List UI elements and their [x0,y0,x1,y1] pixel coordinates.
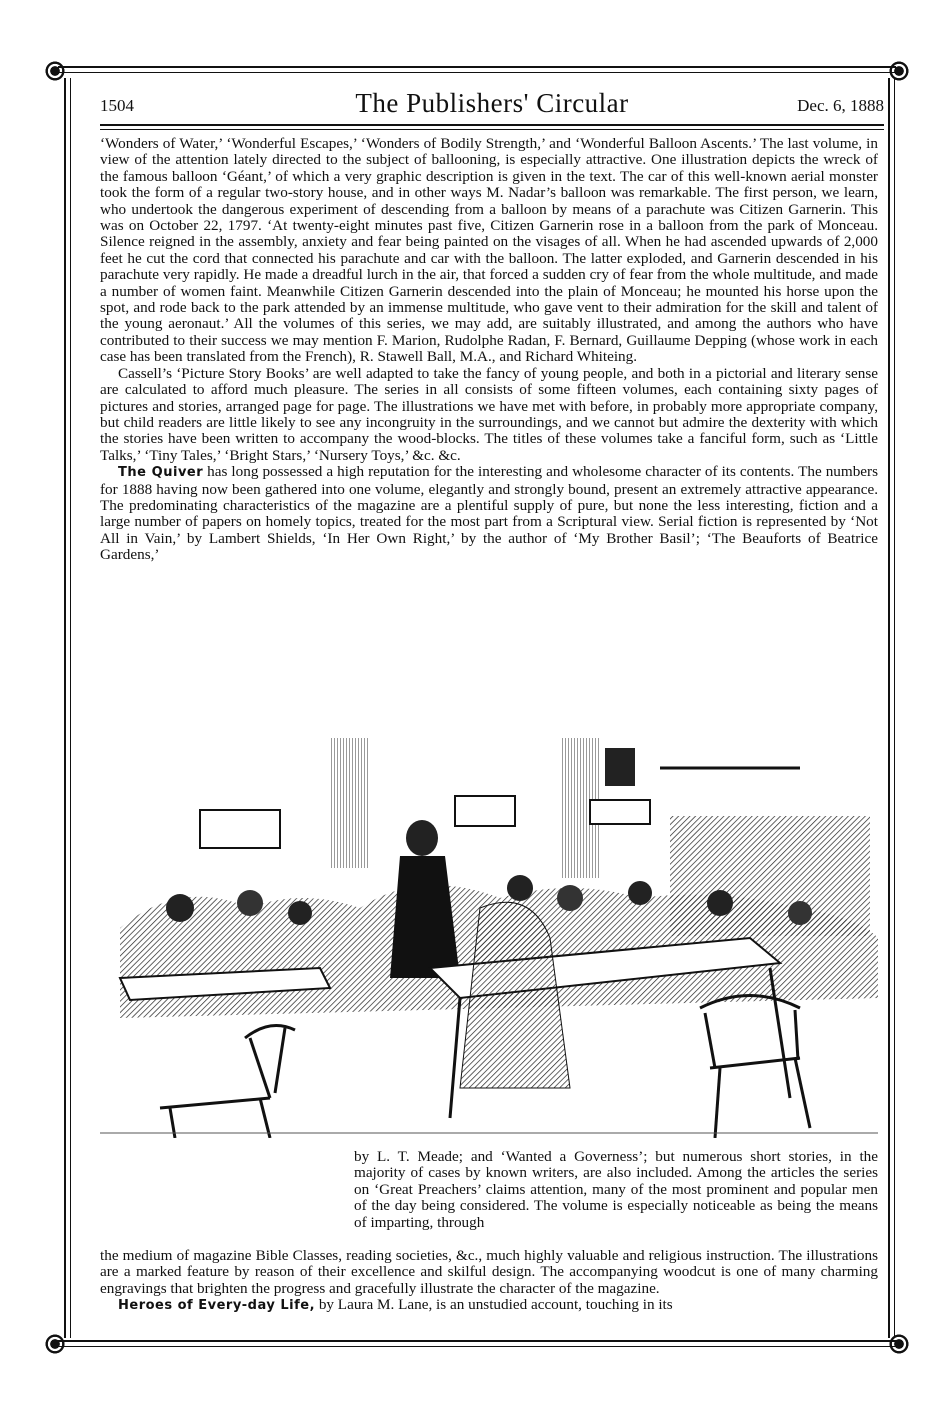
woodcut-illustration [100,738,878,1138]
bottom-border-rule [58,1340,896,1342]
paragraph-quiver-continued: the medium of magazine Bible Classes, reading societies, &c., much highly valuable and religious instruction. The illustrations are a marked feature by reason of their excellence and skilful design. The accompanying woodcut is one of many charming engravings that brighten the progress and gracefully illustrate the character of the magazine. [100,1247,878,1297]
page-header [100,88,884,128]
page-number: 1504 [100,96,134,115]
corner-ornament-bottom-left [44,1333,66,1355]
window-left [330,738,370,868]
heroes-text: by Laura M. Lane, is an unstudied account, touching in its [318,1296,673,1314]
wall-clock [605,748,635,786]
article-text-lower [100,1248,878,1315]
corner-ornament-top-left [44,60,66,82]
article-text-wrap: by L. T. Meade; and ‘Wanted a Governess’; but numerous short stories, in the majority of cases by known writers, are also included. Among the articles the series on ‘Great Preachers’ claims attention, many of the most prominent and popular men of the day being considered. The volume is especially noticeable as being the means of imparting, through [354,1148,878,1231]
heroes-heading: Heroes of Every-day Life, [118,1298,316,1314]
wall-notice-center [455,796,515,826]
paragraph-balloon-ascents: ‘Wonders of Water,’ ‘Wonderful Escapes,’ ‘Wonders of Bodily Strength,’ and ‘Wonderful Balloon Ascents.’ The last volume, in view of the attention lately directed to the subject of ballooning, is especially attractive. One illustration depicts the wreck of the famous balloon ‘Géant,’ of which a very graphic description is given in the text. The car of this well-known aerial monster took the form of a regular two-story house, and in other ways M. Nadar’s balloon was remarkable. The first person, we learn, who undertook the dangerous experiment of descending from a balloon by means of a parachute was Citizen Garnerin. This was on October 22, 1797. ‘At twenty-eight minutes past five, Citizen Garnerin rose in a balloon from the park of Monceau. Silence reigned in the assembly, anxiety and fear being painted on the visages of all. When he had ascended upwards of 2,000 feet he cut the cord that connected his parachute and car with the balloon. The latter exploded, and Garnerin descended in his parachute very rapidly. He made a dreadful lurch in the air, that forced a sudden cry of fear from the whole multitude, and made a number of women faint. Meanwhile Citizen Garnerin descended into the plain of Monceau; he mounted his horse upon the spot, and rode back to the park attended by an immense multitude, who gave vent to their admiration for the skill and talent of the young aeronaut.’ All the volumes of this series, we may add, are suitably illustrated, and among the authors who have contributed to their success we may mention F. Marion, Rudolphe Radan, F. Bernard, Guillaume Depping (whose work in each case has been translated from the French), R. Stawell Ball, M.A., and Richard Whiteing. [100,135,878,366]
the-quiver-text: has long possessed a high reputation for the interesting and wholesome character of its contents. The numbers for 1888 having now been gathered into one volume, elegantly and strongly bound, present an extremely attractive appearance. The predominating characteristics of the magazine are a plentiful supply of pure, but none the less interesting, fiction and a large number of papers on homely topics, treated for the most part from a Scriptural view. Serial fiction is represented by ‘Not All in Vain,’ by Lambert Shields, ‘In Her Own Right,’ by the author of ‘My Brother Basil’; ‘The Beauforts of Beatrice Gardens,’ [100,463,879,564]
the-quiver-heading: The Quiver [118,465,204,481]
corner-ornament-top-right [888,60,910,82]
wall-notice-right [590,800,650,824]
right-border-rule-inner [894,78,895,1338]
issue-date: Dec. 6, 1888 [797,96,884,115]
top-border-rule [58,66,896,68]
paragraph-picture-story-books: Cassell’s ‘Picture Story Books’ are well adapted to take the fancy of young people, and both in a pictorial and literary sense are calculated to afford much pleasure. The series in all consists of some fifteen volumes, each containing sixty pages of pictures and stories, arranged page for page. The illustrations we have met with before, in probably more appropriate company, but child readers are little likely to see any incongruity in the surroundings, and we cannot but admire the dexterity with which the stories have been written to accompany the wood-blocks. The titles of these volumes take a fanciful form, such as ‘Little Talks,’ ‘Tiny Tales,’ ‘Bright Stars,’ ‘Nursery Toys,’ &c. &c. [100,364,878,464]
corner-ornament-bottom-right [888,1333,910,1355]
standing-figure-head [406,820,438,856]
left-border-rule-inner [70,78,71,1338]
paragraph-heroes-of-every-day-life [100,1297,878,1314]
right-border-rule [888,78,890,1338]
article-text-upper [100,136,878,564]
paragraph-the-quiver [100,464,878,563]
bottom-border-rule-inner [58,1346,896,1347]
wall-notice-left [200,810,280,848]
left-border-rule [64,78,66,1338]
header-underline-thin [100,129,884,130]
journal-title: The Publishers' Circular [355,88,629,118]
top-border-rule-inner [58,72,896,73]
